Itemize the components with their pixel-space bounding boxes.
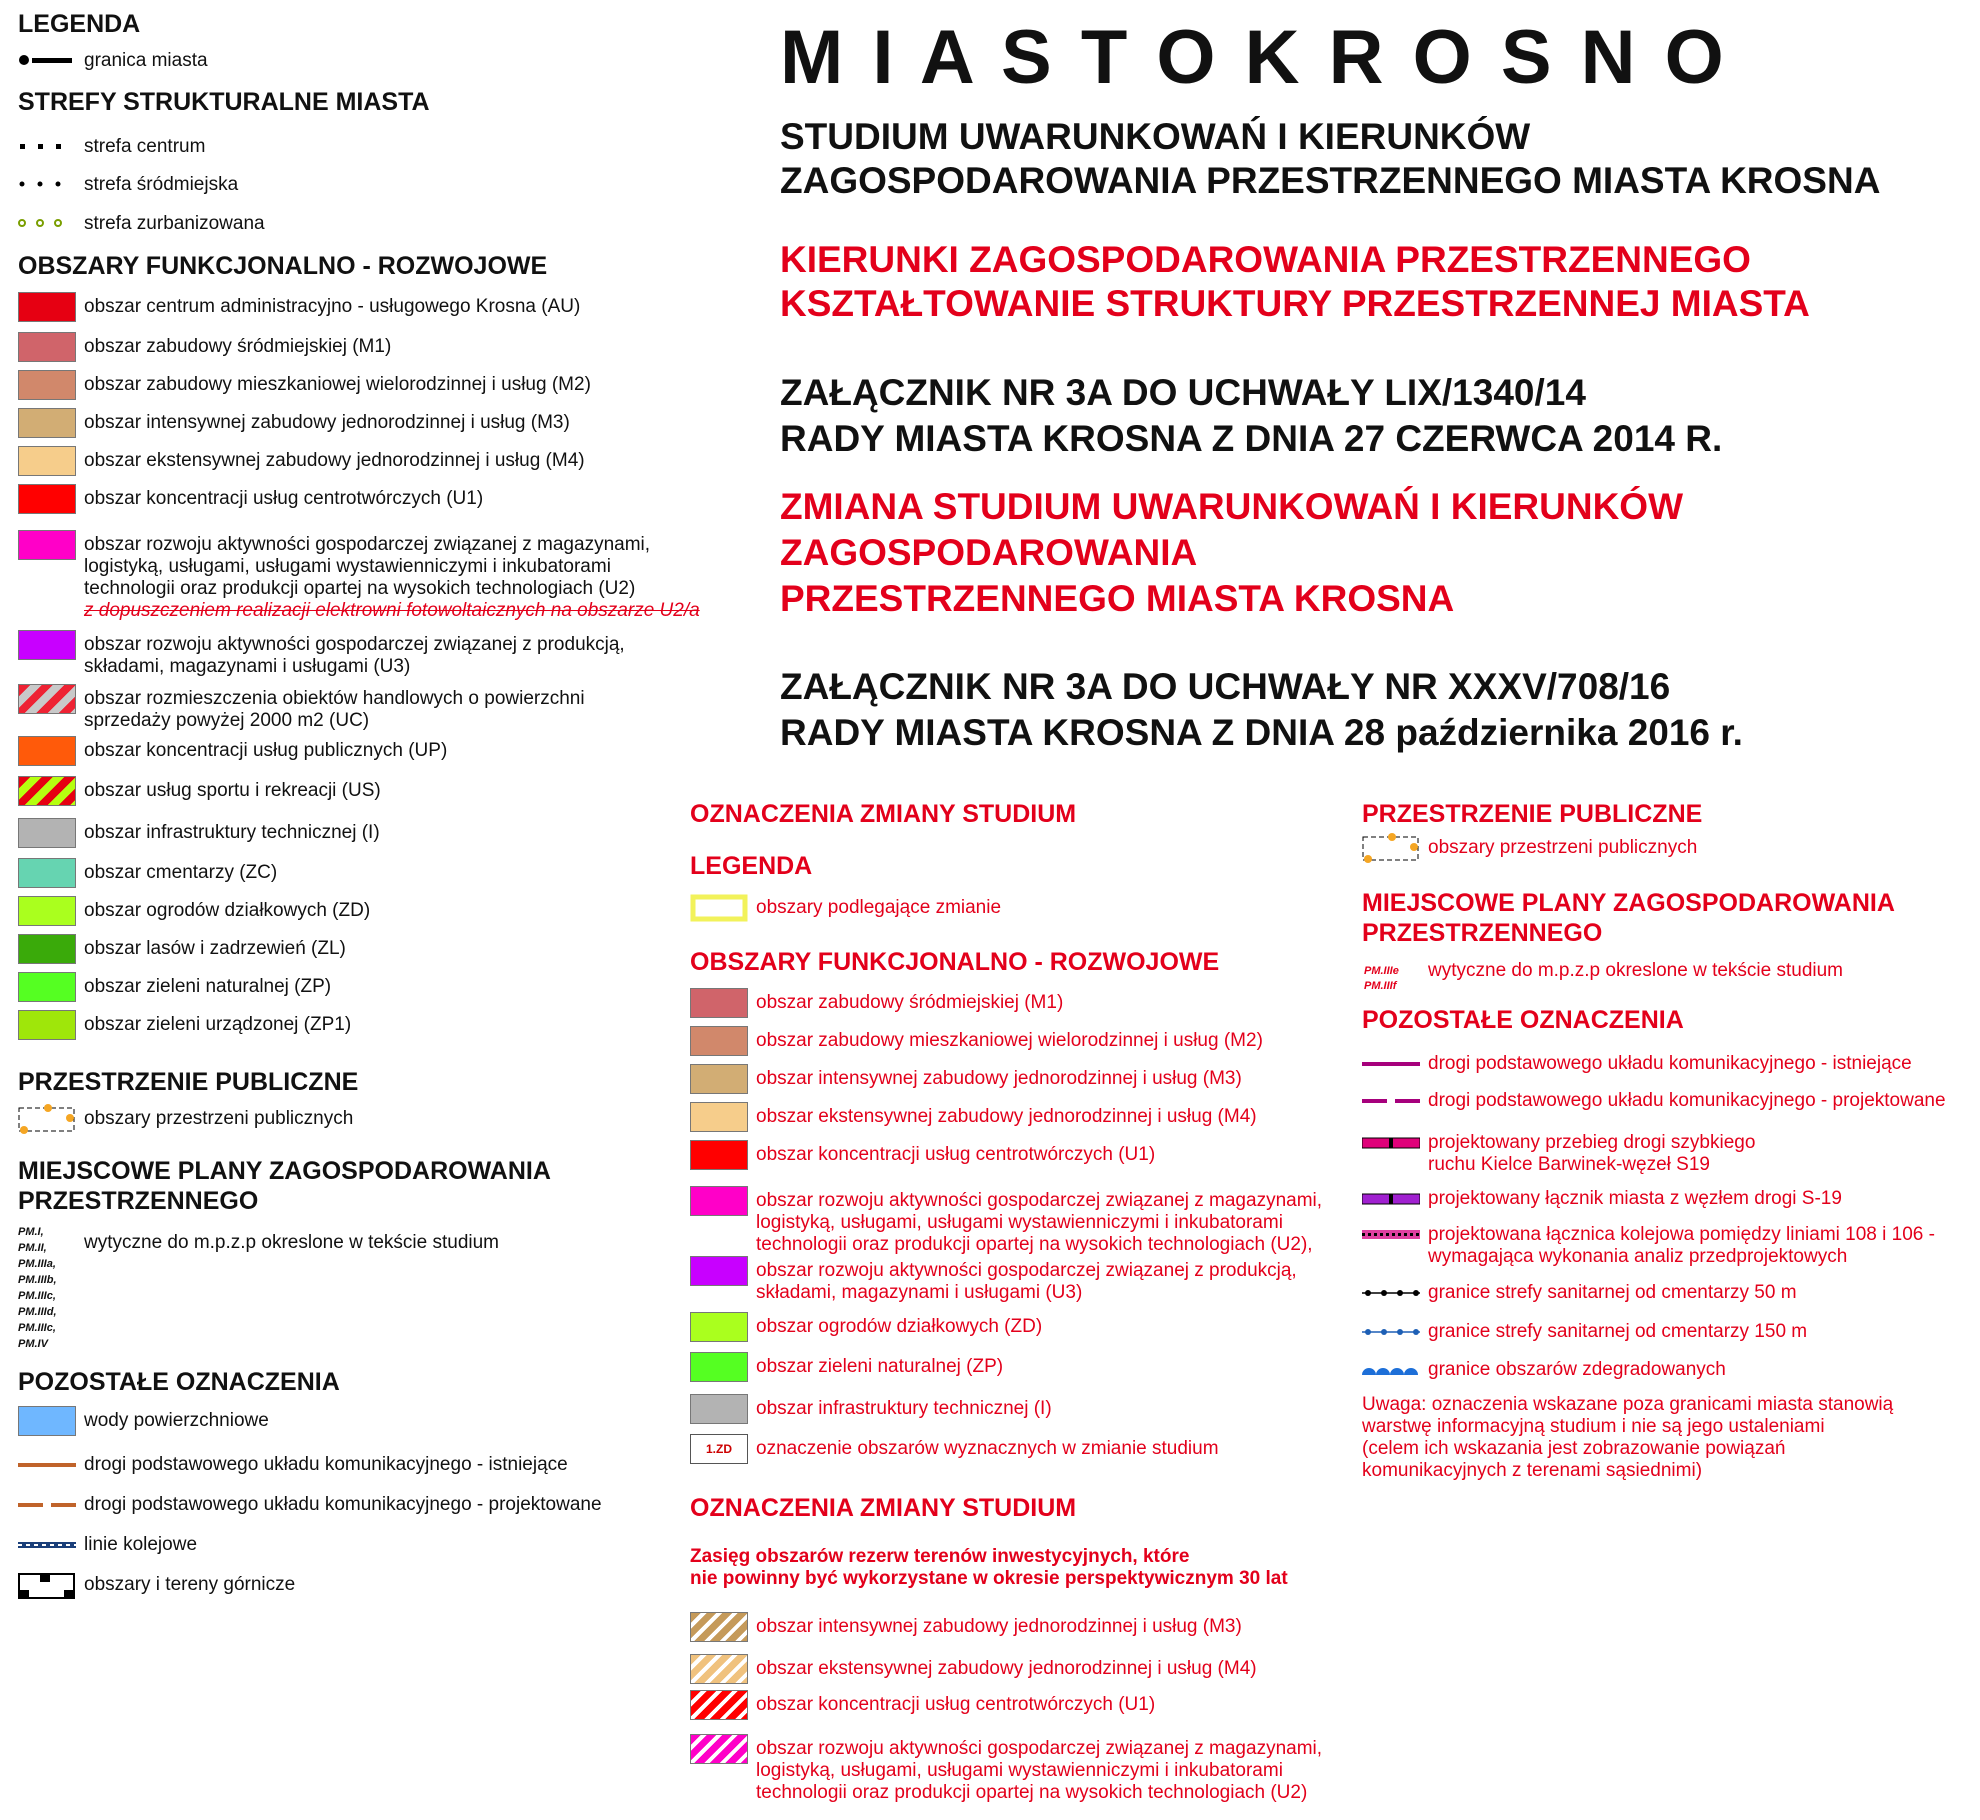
- plans-codes: PM.I, PM.II, PM.IIIa, PM.IIIb, PM.IIIc, PM.IIId, PM.IIIc, PM.IV: [18, 1226, 57, 1350]
- color-swatch: [18, 446, 76, 476]
- zd-code-box: 1.ZD: [690, 1434, 748, 1464]
- road-existing-symbol: [1362, 1049, 1420, 1079]
- red-title: KIERUNKI ZAGOSPODAROWANIA PRZESTRZENNEGO KSZTAŁTOWANIE STRUKTURY PRZESTRZENNEJ MIASTA: [780, 239, 1810, 324]
- legend-label: technologii oraz produkcji opartej na wysokich technologiach (U2),: [756, 1234, 1313, 1255]
- legend-label: obszar zabudowy mieszkaniowej wielorodzinnej i usług (M2): [756, 1030, 1263, 1051]
- right-public-heading: PRZESTRZENIE PUBLICZNE: [1362, 800, 1703, 828]
- middle-functional-item: [690, 988, 1063, 1018]
- color-swatch: [18, 934, 76, 964]
- public-space-symbol: [1362, 833, 1420, 863]
- middle-functional-item: [690, 1186, 1322, 1256]
- right-plans-codes: PM.IIIe PM.IIIf: [1364, 965, 1399, 992]
- color-swatch: [18, 1010, 76, 1040]
- left-functional-item: [18, 630, 625, 678]
- reserve-item: [690, 1654, 1257, 1684]
- road-planned-symbol: [18, 1490, 76, 1520]
- legend-label: obszar rozwoju aktywności gospodarczej związanej z magazynami,: [756, 1738, 1323, 1759]
- subtitle: STUDIUM UWARUNKOWAŃ I KIERUNKÓW ZAGOSPODAROWANIA PRZESTRZENNEGO MIASTA KROSNA: [780, 116, 1881, 201]
- legend-item-public-space: obszary przestrzeni publicznych: [18, 1104, 353, 1134]
- rail-link-symbol: [1362, 1220, 1420, 1250]
- color-swatch: [18, 630, 76, 660]
- middle-functional-item: [690, 1102, 1257, 1132]
- right-legend-item-public-space: obszary przestrzeni publicznych: [1362, 833, 1697, 863]
- legend-label: obszar zieleni naturalnej (ZP): [756, 1356, 1004, 1377]
- legend-label: obszar centrum administracyjno - usługowego Krosna (AU): [84, 296, 581, 317]
- color-swatch: [690, 1352, 748, 1382]
- legend-item-road-existing-r: drogi podstawowego układu komunikacyjnego - istniejące: [1362, 1049, 1912, 1079]
- legend-item-zd-code: 1.ZD oznaczenie obszarów wyznacznych w zmianie studium: [690, 1434, 1219, 1464]
- legend-label: sprzedaży powyżej 2000 m2 (UC): [84, 710, 370, 731]
- color-swatch: [690, 1102, 748, 1132]
- legend-label: obszar ekstensywnej zabudowy jednorodzinnej i usług (M4): [84, 450, 585, 471]
- legend-item-sanitary-50: granice strefy sanitarnej od cmentarzy 50 m: [1362, 1278, 1797, 1308]
- left-functional-item: [18, 332, 391, 362]
- city-border-symbol: [18, 46, 76, 76]
- plans-item-label: wytyczne do m.p.z.p okreslone w tekście studium: [84, 1232, 500, 1253]
- color-swatch: [18, 408, 76, 438]
- color-swatch: [690, 1256, 748, 1286]
- reserve-item: [690, 1612, 1242, 1642]
- color-swatch: [690, 988, 748, 1018]
- legend-item-change-area: obszary podlegające zmianie: [690, 893, 1001, 923]
- color-swatch: [18, 858, 76, 888]
- page-title: M I A S T O K R O S N O: [780, 15, 1728, 100]
- annex-2: ZAŁĄCZNIK NR 3A DO UCHWAŁY NR XXXV/708/16 RADY MIASTA KROSNA Z DNIA 28 października 2016 r.: [780, 666, 1743, 753]
- zones-heading: STREFY STRUKTURALNE MIASTA: [18, 88, 430, 116]
- legend-label: składami, magazynami i usługami (U3): [84, 656, 411, 677]
- color-swatch: [690, 1654, 748, 1684]
- legend-label: obszar rozmieszczenia obiektów handlowych o powierzchni: [84, 688, 585, 709]
- left-functional-item: [18, 858, 277, 888]
- public-space-symbol: [18, 1104, 76, 1134]
- middle-functional-item: [690, 1140, 1155, 1170]
- left-functional-item: [18, 408, 570, 438]
- legend-label: obszar koncentracji usług publicznych (UP): [84, 740, 448, 761]
- legend-label: obszar ekstensywnej zabudowy jednorodzinnej i usług (M4): [756, 1106, 1257, 1127]
- left-functional-item: [18, 484, 483, 514]
- middle-functional-item: [690, 1352, 1003, 1382]
- legend-item-zone-downtown: strefa śródmiejska: [18, 170, 238, 200]
- color-swatch: [18, 292, 76, 322]
- left-functional-item: [18, 736, 447, 766]
- legend-label: obszar infrastruktury technicznej (I): [756, 1398, 1052, 1419]
- water-swatch: [18, 1406, 76, 1436]
- circle-line-symbol: [18, 209, 76, 239]
- color-swatch: [18, 530, 76, 560]
- legend-item-railway: linie kolejowe: [18, 1530, 197, 1560]
- change-heading-1: OZNACZENIA ZMIANY STUDIUM: [690, 800, 1077, 828]
- left-functional-item: [18, 446, 585, 476]
- legend-item-zone-center: strefa centrum: [18, 132, 205, 162]
- mining-symbol: [18, 1570, 76, 1600]
- left-functional-item: [18, 818, 380, 848]
- color-swatch: [690, 1140, 748, 1170]
- road-existing-symbol: [18, 1450, 76, 1480]
- legend-item-water: wody powierzchniowe: [18, 1406, 269, 1436]
- color-swatch: [18, 776, 76, 806]
- color-swatch: [18, 484, 76, 514]
- legend-label: obszar usług sportu i rekreacji (US): [84, 780, 381, 801]
- change-title: ZMIANA STUDIUM UWARUNKOWAŃ I KIERUNKÓW ZAGOSPODAROWANIA PRZESTRZENNEGO MIASTA KROSNA: [780, 486, 1683, 619]
- legend-label: obszar zieleni naturalnej (ZP): [84, 976, 332, 997]
- middle-functional-item: [690, 1256, 1297, 1304]
- legend-item-degraded: granice obszarów zdegradowanych: [1362, 1355, 1726, 1385]
- left-functional-item: [18, 1010, 351, 1040]
- sanitary-150-symbol: [1362, 1317, 1420, 1347]
- left-functional-item: [18, 972, 331, 1002]
- left-functional-item: [18, 370, 591, 400]
- change-area-symbol: [690, 893, 748, 923]
- legend-label: obszar zabudowy śródmiejskiej (M1): [84, 336, 392, 357]
- legend-label: obszar koncentracji usług centrotwórczych (U1): [756, 1144, 1156, 1165]
- legend-heading: LEGENDA: [18, 10, 141, 38]
- legend-label: logistyką, usługami, usługami wystawienniczymi i inkubatorami: [756, 1212, 1283, 1233]
- annex-1: ZAŁĄCZNIK NR 3A DO UCHWAŁY LIX/1340/14 RADY MIASTA KROSNA Z DNIA 27 CZERWCA 2014 R.: [780, 372, 1723, 459]
- legend-label: obszar ekstensywnej zabudowy jednorodzinnej i usług (M4): [756, 1658, 1257, 1679]
- legend-label: obszar ogrodów działkowych (ZD): [756, 1316, 1043, 1337]
- legend-label: technologii oraz produkcji opartej na wysokich technologiach (U2): [756, 1782, 1308, 1803]
- color-swatch: [690, 1026, 748, 1056]
- public-heading: PRZESTRZENIE PUBLICZNE: [18, 1068, 359, 1096]
- legend-label: z dopuszczeniem realizacji elektrowni fotowoltaicznych na obszarze U2/a: [84, 600, 700, 621]
- legend-item-rail-link: projektowana łącznica kolejowa pomiędzy liniami 108 i 106 - wymagająca wykonania analiz przedprojektowych: [1362, 1220, 1935, 1268]
- expressway-symbol: [1362, 1128, 1420, 1158]
- reserve-note: Zasięg obszarów rezerw terenów inwestycyjnych, które nie powinny być wykorzystane w okresie perspektywicznym 30 lat: [690, 1546, 1288, 1589]
- dotted-line-symbol: [18, 170, 76, 200]
- left-functional-item: [18, 934, 346, 964]
- legend-label: obszar rozwoju aktywności gospodarczej związanej z produkcją,: [756, 1260, 1297, 1281]
- color-swatch: [18, 896, 76, 926]
- left-functional-item: [18, 776, 381, 806]
- color-swatch: [18, 684, 76, 714]
- legend-label: logistyką, usługami, usługami wystawienniczymi i inkubatorami: [756, 1760, 1283, 1781]
- sanitary-50-symbol: [1362, 1278, 1420, 1308]
- color-swatch: [18, 972, 76, 1002]
- dotted-line-symbol: [18, 132, 76, 162]
- change-heading-2: OZNACZENIA ZMIANY STUDIUM: [690, 1494, 1077, 1522]
- reserve-item: [690, 1734, 1322, 1804]
- right-other-heading: POZOSTAŁE OZNACZENIA: [1362, 1006, 1684, 1034]
- color-swatch: [690, 1312, 748, 1342]
- color-swatch: [18, 818, 76, 848]
- plans-heading: MIEJSCOWE PLANY ZAGOSPODAROWANIA PRZESTRZENNEGO: [18, 1157, 551, 1215]
- legend-item-sanitary-150: granice strefy sanitarnej od cmentarzy 150 m: [1362, 1317, 1807, 1347]
- middle-legend-heading: LEGENDA: [690, 852, 813, 880]
- legend-item-city-border: granica miasta: [18, 46, 208, 76]
- color-swatch: [690, 1064, 748, 1094]
- color-swatch: [18, 370, 76, 400]
- legend-label: obszar rozwoju aktywności gospodarczej związanej z magazynami,: [84, 534, 651, 555]
- color-swatch: [690, 1690, 748, 1720]
- legend-label: technologii oraz produkcji opartej na wysokich technologiach (U2): [84, 578, 636, 599]
- color-swatch: [690, 1734, 748, 1764]
- legend-label: obszar zieleni urządzonej (ZP1): [84, 1014, 352, 1035]
- legend-label: obszar intensywnej zabudowy jednorodzinnej i usług (M3): [756, 1616, 1242, 1637]
- legend-label: obszar zabudowy mieszkaniowej wielorodzinnej i usług (M2): [84, 374, 591, 395]
- middle-functional-item: [690, 1312, 1042, 1342]
- legend-label: obszar intensywnej zabudowy jednorodzinnej i usług (M3): [756, 1068, 1242, 1089]
- legend-label: składami, magazynami i usługami (U3): [756, 1282, 1083, 1303]
- legend-item-zone-urban: strefa zurbanizowana: [18, 209, 265, 239]
- reserve-item: [690, 1690, 1155, 1720]
- right-plans-item-label: wytyczne do m.p.z.p okreslone w tekście studium: [1428, 960, 1844, 981]
- railway-symbol: [18, 1530, 76, 1560]
- middle-functional-item: [690, 1064, 1242, 1094]
- legend-item-road-planned-r: drogi podstawowego układu komunikacyjnego - projektowane: [1362, 1086, 1946, 1116]
- legend-label: obszar intensywnej zabudowy jednorodzinnej i usług (M3): [84, 412, 570, 433]
- color-swatch: [690, 1394, 748, 1424]
- road-planned-symbol: [1362, 1086, 1420, 1116]
- other-heading: POZOSTAŁE OZNACZENIA: [18, 1368, 340, 1396]
- middle-functional-heading: OBSZARY FUNKCJONALNO - ROZWOJOWE: [690, 948, 1220, 976]
- left-functional-item: [18, 292, 580, 322]
- legend-label: obszar cmentarzy (ZC): [84, 862, 278, 883]
- legend-label: obszar koncentracji usług centrotwórczych (U1): [84, 488, 484, 509]
- color-swatch: [690, 1186, 748, 1216]
- left-functional-item: [18, 530, 700, 622]
- legend-label: obszar rozwoju aktywności gospodarczej związanej z produkcją,: [84, 634, 625, 655]
- legend-label: obszar koncentracji usług centrotwórczych (U1): [756, 1694, 1156, 1715]
- legend-label: logistyką, usługami, usługami wystawienniczymi i inkubatorami: [84, 556, 611, 577]
- color-swatch: [18, 332, 76, 362]
- connector-symbol: [1362, 1184, 1420, 1214]
- left-functional-item: [18, 684, 585, 732]
- legend-item-road-planned: drogi podstawowego układu komunikacyjnego - projektowane: [18, 1490, 602, 1520]
- functional-heading: OBSZARY FUNKCJONALNO - ROZWOJOWE: [18, 252, 548, 280]
- legend-item-expressway: projektowany przebieg drogi szybkiego ruchu Kielce Barwinek-węzeł S19: [1362, 1128, 1755, 1176]
- degraded-symbol: [1362, 1355, 1420, 1385]
- middle-functional-item: [690, 1394, 1052, 1424]
- left-functional-item: [18, 896, 370, 926]
- color-swatch: [18, 736, 76, 766]
- right-plans-heading: MIEJSCOWE PLANY ZAGOSPODAROWANIA PRZESTRZENNEGO: [1362, 889, 1895, 947]
- middle-functional-item: [690, 1026, 1263, 1056]
- color-swatch: [690, 1612, 748, 1642]
- legend-label: obszar rozwoju aktywności gospodarczej związanej z magazynami,: [756, 1190, 1323, 1211]
- note: Uwaga: oznaczenia wskazane poza granicami miasta stanowią warstwę informacyjną studium i nie są jego ustaleniami (celem ich wskazania jest zobrazowanie powiązań komunikacyjnych z terenami sąsiednimi): [1362, 1394, 1894, 1481]
- legend-item-mining: obszary i tereny górnicze: [18, 1570, 295, 1600]
- legend-item-road-existing: drogi podstawowego układu komunikacyjnego - istniejące: [18, 1450, 568, 1480]
- legend-item-connector: projektowany łącznik miasta z węzłem drogi S-19: [1362, 1184, 1842, 1214]
- legend-label: obszar ogrodów działkowych (ZD): [84, 900, 371, 921]
- legend-label: obszar zabudowy śródmiejskiej (M1): [756, 992, 1064, 1013]
- legend-label: obszar lasów i zadrzewień (ZL): [84, 938, 346, 959]
- legend-label: obszar infrastruktury technicznej (I): [84, 822, 380, 843]
